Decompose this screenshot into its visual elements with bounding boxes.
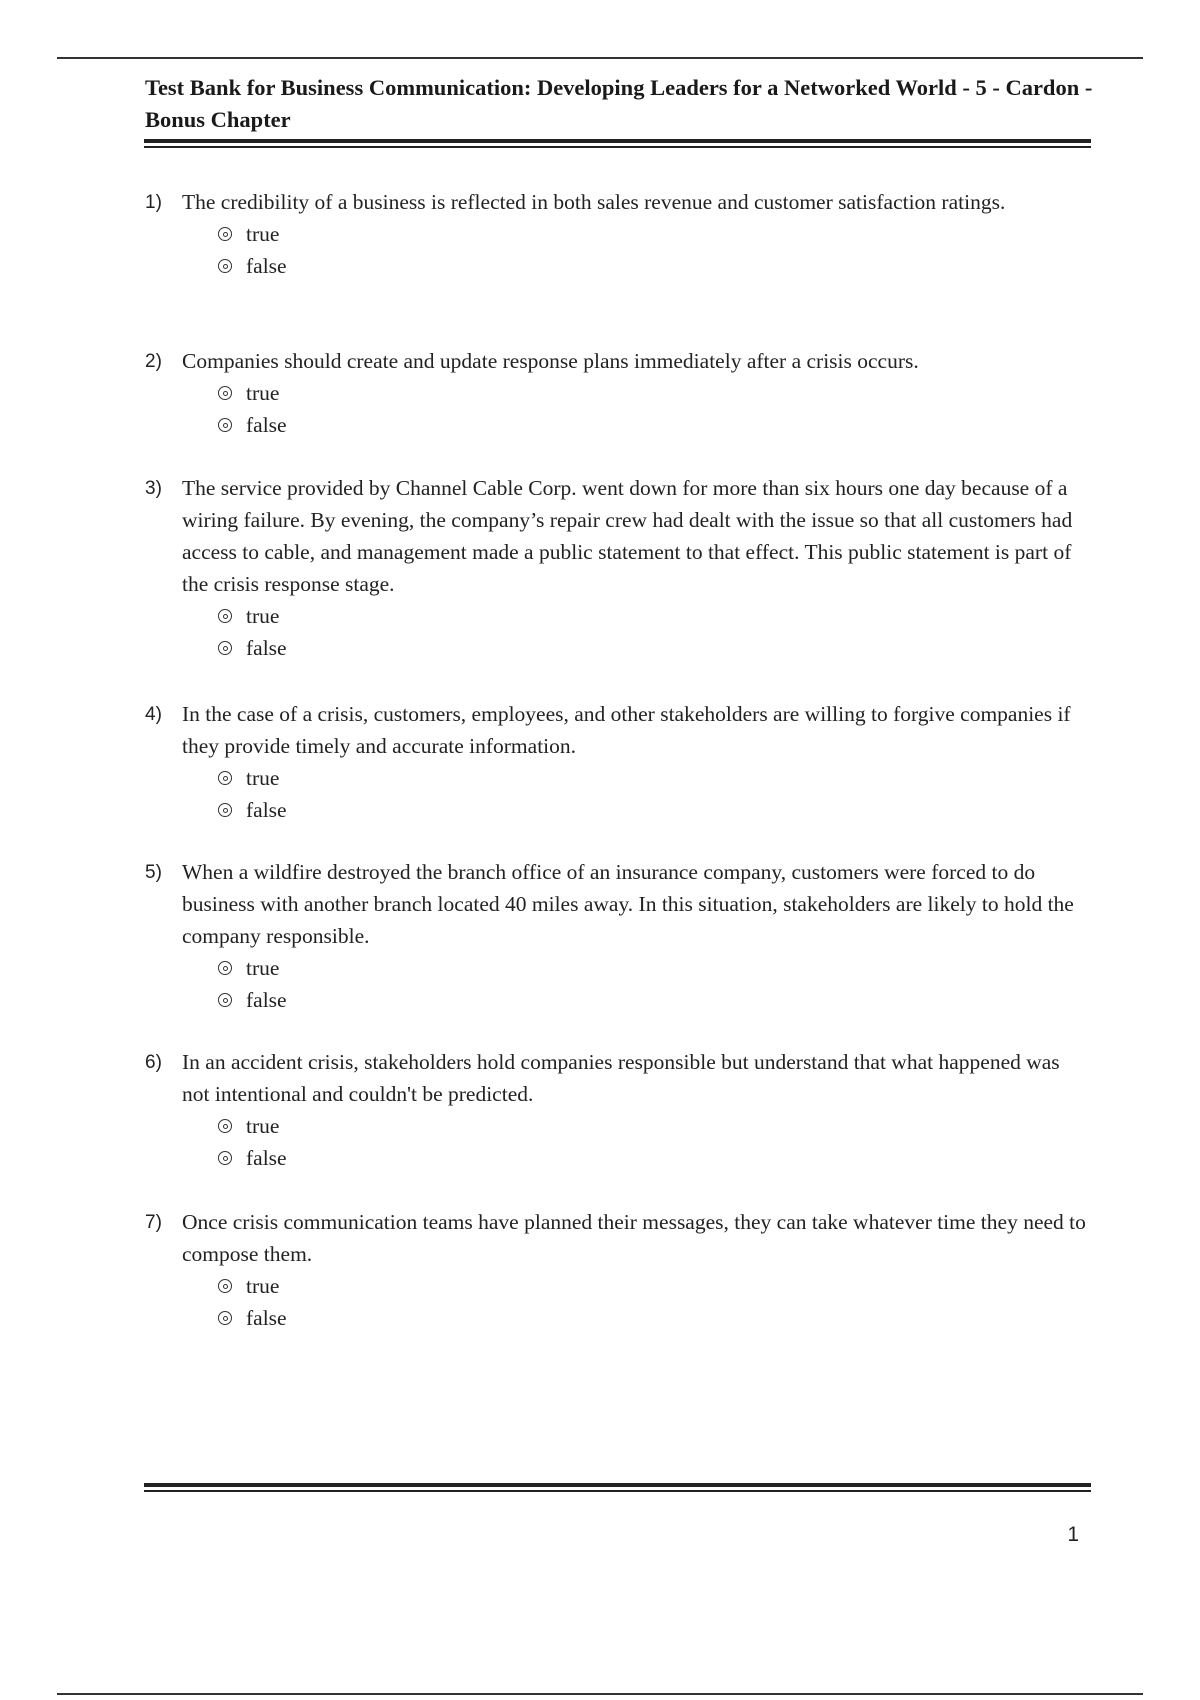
option-false[interactable] — [218, 409, 1095, 441]
option-label: false — [246, 253, 287, 278]
option-true[interactable] — [218, 1270, 1095, 1302]
question-3 — [145, 472, 1095, 664]
option-false[interactable] — [218, 794, 1095, 826]
radio-button-icon[interactable] — [218, 961, 232, 975]
answer-options — [218, 1270, 1095, 1334]
radio-button-icon[interactable] — [218, 609, 232, 623]
option-false[interactable] — [218, 984, 1095, 1016]
document-header — [145, 72, 1095, 136]
question-4 — [145, 698, 1095, 826]
question-6 — [145, 1046, 1095, 1174]
option-label: true — [246, 1113, 280, 1138]
question-text: When a wildfire destroyed the branch office of an insurance company, customers were forced to do business with another branch located 40 miles away. In this situation, stakeholders are likely to hold the company responsible. — [182, 860, 1074, 948]
footer-double-rule — [144, 1483, 1091, 1494]
option-label: false — [246, 1305, 287, 1330]
option-label: false — [246, 635, 287, 660]
question-number: 5) — [145, 862, 162, 883]
question-number: 4) — [145, 704, 162, 725]
option-false[interactable] — [218, 250, 1095, 282]
option-true[interactable] — [218, 218, 1095, 250]
question-2 — [145, 345, 1095, 441]
option-label: false — [246, 412, 287, 437]
option-label: true — [246, 955, 280, 980]
answer-options — [218, 377, 1095, 441]
option-true[interactable] — [218, 600, 1095, 632]
option-label: false — [246, 1145, 287, 1170]
question-7 — [145, 1206, 1095, 1334]
radio-button-icon[interactable] — [218, 803, 232, 817]
answer-options — [218, 762, 1095, 826]
question-number: 2) — [145, 351, 162, 372]
document-title: Test Bank for Business Communication: Developing Leaders for a Networked World - 5 - Cardon - Bonus Chapter — [145, 75, 1093, 132]
question-text: The credibility of a business is reflected in both sales revenue and customer satisfaction ratings. — [182, 190, 1006, 214]
option-label: true — [246, 765, 280, 790]
question-text: Once crisis communication teams have planned their messages, they can take whatever time they need to compose them. — [182, 1210, 1086, 1266]
answer-options — [218, 218, 1095, 282]
radio-button-icon[interactable] — [218, 418, 232, 432]
page-number: 1 — [1067, 1523, 1079, 1546]
radio-button-icon[interactable] — [218, 1119, 232, 1133]
question-number: 3) — [145, 478, 162, 499]
radio-button-icon[interactable] — [218, 641, 232, 655]
question-number: 1) — [145, 192, 162, 213]
question-number: 6) — [145, 1052, 162, 1073]
question-text: In the case of a crisis, customers, employees, and other stakeholders are willing to forgive companies if they provide timely and accurate information. — [182, 702, 1071, 758]
answer-options — [218, 600, 1095, 664]
question-text: In an accident crisis, stakeholders hold companies responsible but understand that what happened was not intentional and couldn't be predicted. — [182, 1050, 1060, 1106]
option-label: false — [246, 987, 287, 1012]
radio-button-icon[interactable] — [218, 1151, 232, 1165]
option-true[interactable] — [218, 952, 1095, 984]
question-number: 7) — [145, 1212, 162, 1233]
option-false[interactable] — [218, 632, 1095, 664]
option-label: true — [246, 1273, 280, 1298]
radio-button-icon[interactable] — [218, 993, 232, 1007]
question-text: The service provided by Channel Cable Corp. went down for more than six hours one day because of a wiring failure. By evening, the company’s repair crew had dealt with the issue so that all customers had access to cable, and management made a public statement to that effect. This public statement is part of the crisis response stage. — [182, 476, 1073, 596]
radio-button-icon[interactable] — [218, 227, 232, 241]
radio-button-icon[interactable] — [218, 259, 232, 273]
option-true[interactable] — [218, 762, 1095, 794]
option-true[interactable] — [218, 377, 1095, 409]
question-5 — [145, 856, 1095, 1016]
radio-button-icon[interactable] — [218, 771, 232, 785]
question-text: Companies should create and update response plans immediately after a crisis occurs. — [182, 349, 919, 373]
page-bottom-border — [57, 1693, 1143, 1695]
option-label: false — [246, 797, 287, 822]
radio-button-icon[interactable] — [218, 386, 232, 400]
option-label: true — [246, 380, 280, 405]
answer-options — [218, 1110, 1095, 1174]
option-false[interactable] — [218, 1142, 1095, 1174]
answer-options — [218, 952, 1095, 1016]
header-double-rule — [144, 139, 1091, 150]
radio-button-icon[interactable] — [218, 1311, 232, 1325]
option-label: true — [246, 221, 280, 246]
page-top-border — [57, 57, 1143, 59]
option-false[interactable] — [218, 1302, 1095, 1334]
option-label: true — [246, 603, 280, 628]
option-true[interactable] — [218, 1110, 1095, 1142]
question-1 — [145, 186, 1095, 282]
radio-button-icon[interactable] — [218, 1279, 232, 1293]
